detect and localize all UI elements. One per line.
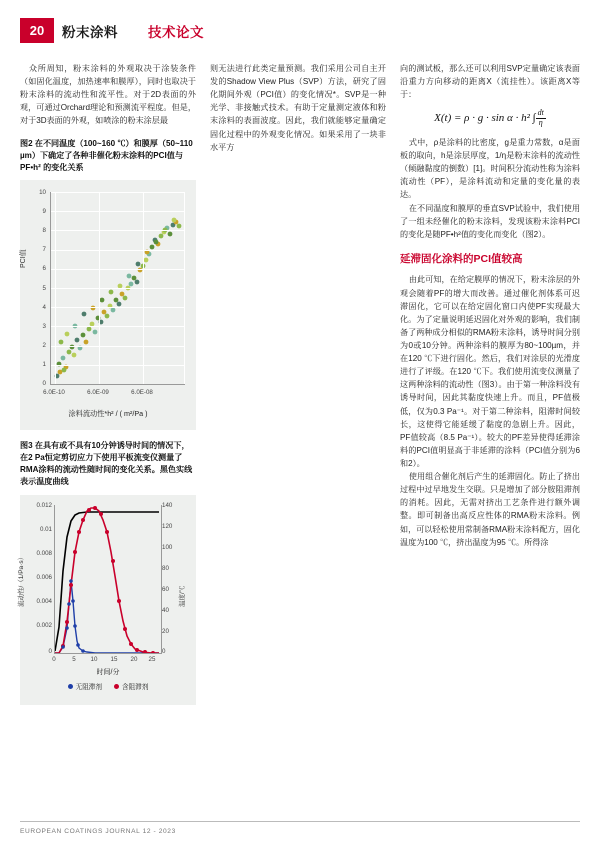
equation-rhs: ρ · g · sin α · h² ∫ bbox=[464, 112, 536, 125]
col1-paragraph-1: 众所周知，粉末涂料的外观取决于涂装条件（如固化温度，加热速率和膜厚），同时也取决于粉末涂料的流动性和流平性。对于2D表面的外观，可通过Orchard理论和预测流平程度。但是，对于3D表面的外观，如喷涂的粉末涂层最 bbox=[20, 64, 196, 126]
col3-paragraph-1: 向的测试板，那么还可以利用SVP定量确定该表面沿重力方向移动的距离X（流挂性）。该距离X等于： bbox=[400, 64, 580, 100]
fig2-xtick-3: 6.0E-08 bbox=[131, 388, 153, 396]
fig2-xlabel: 涂料流动性*h² / ( m²/Pa ) bbox=[68, 408, 148, 418]
fig3-ytick-r-20: 20 bbox=[162, 627, 169, 635]
fig3-ytick-r-100: 100 bbox=[162, 543, 173, 551]
fig3-ytick-r-40: 40 bbox=[162, 606, 169, 614]
col3-paragraph-5: 使用组合催化剂后产生的延滞固化。防止了挤出过程中过早地发生交联。只是增加了部分胺阻滞剂的消耗。因此，无需对挤出工艺条件进行额外调整。即可制备出高反应性体的RMA粉末涂料。例如，可以轻松使用常制备RMA粉末涂料配方，固化温度为100 ℃，挤出温度为95 ℃。所得涂 bbox=[400, 472, 580, 547]
section-heading: 延滞固化涂料的PCI值较高 bbox=[400, 252, 523, 265]
figure3-caption: 图3 在具有或不具有10分钟诱导时间的情况下，在2 Pa恒定剪切应力下使用平板流变仪测量了RMA涂料的流动性随时间的变化关系。黑色实线表示温度曲线 bbox=[20, 440, 193, 487]
fig2-ytick-10: 10 bbox=[39, 188, 46, 196]
figure2 bbox=[20, 180, 196, 430]
header-category: 粉末涂料 bbox=[62, 25, 118, 40]
page-number: 20 bbox=[20, 18, 54, 43]
fig3-ylabel: 流动性/（1/Pa·s） bbox=[18, 553, 25, 607]
legend-item-no-retarder bbox=[68, 683, 102, 694]
col3-paragraph-2: 式中，ρ是涂料的比密度，g是重力常数，α是面板的取向，h是涂层厚度，1/η是粉末涂料的流动性（倾融黏度的倒数）[1]。时间积分流动性称为涂料流动性（PF），是涂料流动和定量的变化量的表达。 bbox=[400, 137, 580, 200]
equation-svp bbox=[400, 109, 580, 128]
fig2-ytick-1: 1 bbox=[42, 360, 46, 368]
fig3-ytick-r-140: 140 bbox=[162, 501, 173, 509]
fig3-xtick-15: 15 bbox=[110, 655, 118, 663]
fig2-xtick-1: 6.0E-10 bbox=[43, 388, 65, 396]
legend-dot-icon bbox=[68, 684, 73, 689]
fig3-xlabel: 时间/分 bbox=[96, 668, 120, 676]
fig2-xtick-2: 6.0E-09 bbox=[87, 388, 109, 396]
column-left bbox=[20, 62, 196, 705]
col3-paragraph-4: 由此可知，在给定膜厚的情况下，粉末涂层的外观会随着PF的增大而改善。通过催化剂体系可迟滞固化，它可以在给定固化窗口内使PF实现最大化。为了定量说明延迟固化对外观的影响，我们制备了两种成分相似的RMA粉末涂料，诱导时间分别为0或10分钟。两种涂料的膜厚为80~100µm，并在120 ℃下进行固化。然后，我们对涂层的光滑度进行了评级。在120 ℃下。我们使用流变仪测量了这两种涂料的流动性（图3）。由于第一种涂料没有诱导时间，因此其黏度快速上升。而且，PF值极低，仅为0.3 Pa⁻¹。对于第二种涂料，阻滞时间较长，这使得它能延缓了黏度的急剧上升。因此，PF值较高（8.5 Pa⁻¹）。较大的PF差异使得延滞涂料的PCI值明显高于非延滞的涂料（PCI值分别为6和2）。 bbox=[400, 275, 580, 469]
fig2-ytick-7: 7 bbox=[42, 245, 46, 253]
fig3-xtick-20: 20 bbox=[130, 655, 138, 663]
figure2-plot bbox=[50, 192, 185, 385]
fig3-ytick-l-0.004: 0.004 bbox=[36, 597, 52, 605]
fig3-xtick-0: 0 bbox=[52, 655, 56, 663]
fig3-ytick-l-0.012: 0.012 bbox=[36, 501, 52, 509]
fig3-ytick-l-0.01: 0.01 bbox=[39, 525, 52, 533]
col2-paragraph-1: 则无法进行此类定量预测。我们采用公司自主开发的Shadow View Plus（SVP）方法，研究了固化期间外观（PCI值）的变化情况*。SVP是一种光学、非接触式技术。有助于定量测定液体和粉末涂料的表面波度。因此，我们就能够定量确定固化过程中的外观变化情况。如果采用了一块非水平方 bbox=[210, 64, 386, 152]
fig2-ytick-2: 2 bbox=[42, 341, 46, 349]
fig3-legend bbox=[20, 683, 196, 694]
column-right bbox=[400, 62, 580, 549]
fig2-ytick-4: 4 bbox=[42, 303, 46, 311]
fig3-ytick-l-0.006: 0.006 bbox=[36, 573, 52, 581]
fig3-ytick-r-60: 60 bbox=[162, 585, 169, 593]
col3-paragraph-3: 在不同温度和膜厚的垂直SVP试验中，我们使用了一组未经催化的粉末涂料，发现该粉末涂料PCI的变化是随PF•h²值的变化而变化（图2）。 bbox=[400, 203, 580, 239]
legend-item-with-retarder bbox=[114, 683, 148, 694]
fig2-ytick-3: 3 bbox=[42, 322, 46, 330]
equation-lhs: X(t) = bbox=[434, 112, 465, 125]
fig3-ytick-r-0: 0 bbox=[162, 647, 166, 655]
column-middle bbox=[210, 62, 386, 154]
header-subcategory: 技术论文 bbox=[148, 25, 204, 40]
fig3-ytick-l-0: 0 bbox=[48, 647, 52, 655]
legend-label: 无阻滞剂 bbox=[75, 683, 102, 691]
fig3-ytick-l-0.008: 0.008 bbox=[36, 549, 52, 557]
fig3-xtick-10: 10 bbox=[90, 655, 98, 663]
equation-fraction: $\frac{dt}{\eta}$ bbox=[537, 108, 544, 128]
fig3-xtick-5: 5 bbox=[72, 655, 76, 663]
fig3-ytick-l-0.002: 0.002 bbox=[36, 621, 52, 629]
fig3-ytick-r-80: 80 bbox=[162, 564, 169, 572]
figure3-plot bbox=[54, 505, 162, 654]
fig2-ytick-9: 9 bbox=[42, 207, 46, 215]
fig2-ytick-0: 0 bbox=[42, 379, 46, 387]
legend-label: 含阻滞剂 bbox=[122, 683, 149, 691]
fig2-ytick-5: 5 bbox=[42, 284, 46, 292]
figure3-curves bbox=[55, 505, 161, 653]
figure2-caption: 图2 在不同温度（100~160 ℃）和膜厚（50~110 µm）下确定了各种非催化粉末涂料的PCI值与PF•h² 的变化关系 bbox=[20, 138, 193, 172]
fig3-ytick-r-120: 120 bbox=[162, 522, 173, 530]
legend-dot-icon bbox=[114, 684, 119, 689]
fig2-ytick-6: 6 bbox=[42, 264, 46, 272]
page-footer: EUROPEAN COATINGS JOURNAL 12 - 2023 bbox=[20, 821, 580, 835]
fig3-xtick-25: 25 bbox=[148, 655, 156, 663]
fig2-ylabel: PCI值 bbox=[20, 249, 27, 268]
page-header bbox=[0, 18, 600, 44]
fig2-ytick-8: 8 bbox=[42, 226, 46, 234]
fig3-ylabel-right: 温度/℃ bbox=[179, 585, 186, 607]
figure3 bbox=[20, 495, 196, 705]
